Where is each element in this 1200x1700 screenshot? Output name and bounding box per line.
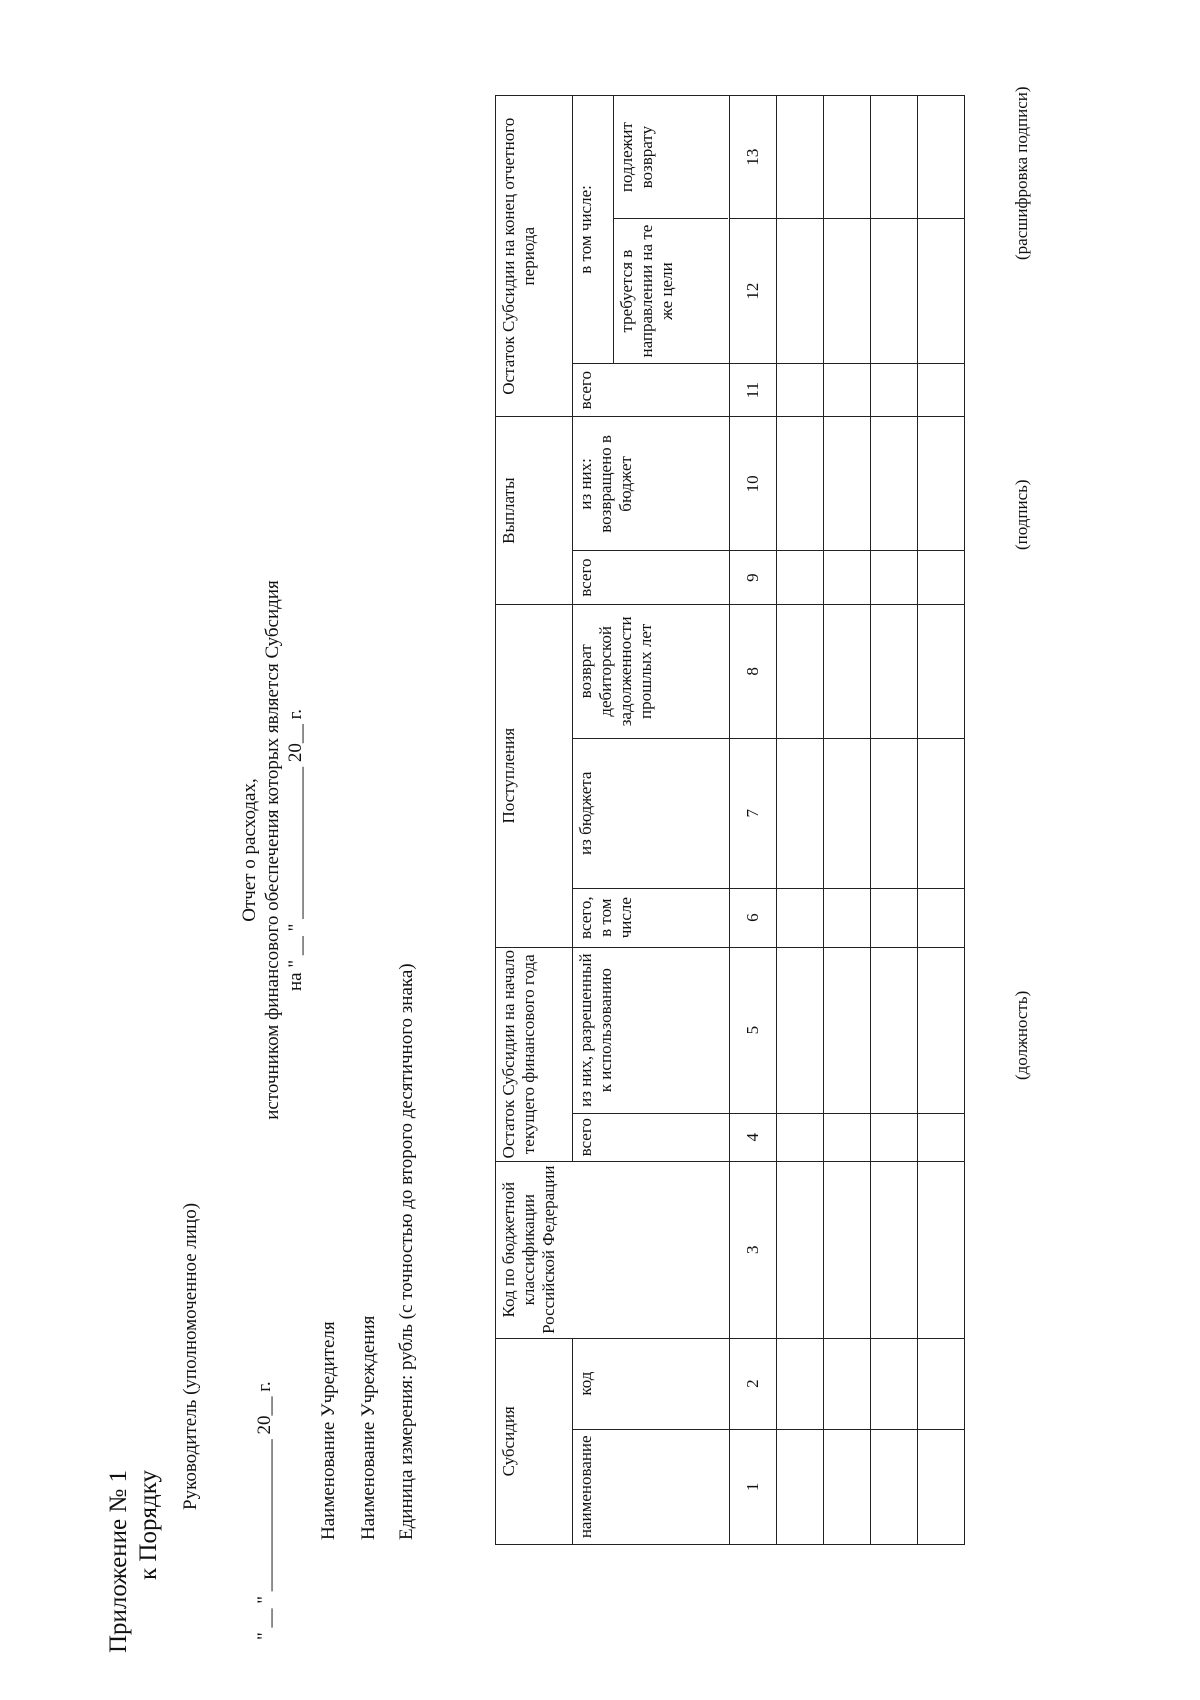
header-returned: из них: возвращено в бюджет <box>573 417 730 551</box>
empty-cell <box>918 219 965 364</box>
col-num-12: 12 <box>730 219 777 364</box>
header-receivable: возврат дебиторской задолженности прошлых лет <box>573 604 730 738</box>
institution-label: Наименование Учреждения <box>358 1315 379 1540</box>
empty-cell <box>918 1338 965 1429</box>
col-num-10: 10 <box>730 417 777 551</box>
col-num-1: 1 <box>730 1429 777 1544</box>
position-caption: (должность) <box>1012 990 1031 1080</box>
empty-cell <box>918 604 965 738</box>
empty-cell <box>824 738 871 888</box>
footer-date: " __ " ________________ 20__ г. <box>254 1381 275 1640</box>
empty-cell <box>777 604 824 738</box>
empty-cell <box>824 417 871 551</box>
empty-cell <box>871 96 918 219</box>
header-name: наименование <box>573 1429 730 1544</box>
header-payments-total: всего <box>573 551 730 605</box>
empty-cell <box>918 96 965 219</box>
header-balance-start: Остаток Субсидии на начало текущего финансового года <box>496 947 573 1161</box>
empty-cell <box>871 1429 918 1544</box>
header-row-1 <box>496 96 573 1545</box>
header-required: требуется в направлении на те же цели <box>614 219 729 363</box>
empty-row <box>777 96 824 1545</box>
empty-cell <box>871 1338 918 1429</box>
col-num-9: 9 <box>730 551 777 605</box>
empty-row <box>871 96 918 1545</box>
empty-cell <box>871 947 918 1113</box>
header-receipts-total: всего, в том числе <box>573 888 730 947</box>
signature-caption: (подпись) <box>1012 479 1031 550</box>
header-including: в том числе: <box>573 96 614 363</box>
header-receipts: Поступления <box>496 604 573 947</box>
empty-cell <box>777 219 824 364</box>
empty-cell <box>777 363 824 417</box>
empty-cell <box>777 738 824 888</box>
empty-row <box>918 96 965 1545</box>
col-num-6: 6 <box>730 888 777 947</box>
col-num-11: 11 <box>730 363 777 417</box>
title-date-line: на " __ " ________________ 20__ г. <box>285 709 306 992</box>
empty-cell <box>824 947 871 1113</box>
empty-cell <box>824 363 871 417</box>
header-balance-total: всего <box>573 1113 730 1161</box>
appendix-note <box>104 1470 164 1653</box>
empty-cell <box>824 551 871 605</box>
empty-cell <box>777 1113 824 1161</box>
empty-cell <box>918 947 965 1113</box>
empty-cell <box>871 1113 918 1161</box>
header-balance-end: Остаток Субсидии на конец отчетного периода <box>496 96 573 417</box>
empty-cell <box>824 1113 871 1161</box>
col-num-8: 8 <box>730 604 777 738</box>
header-from-budget: из бюджета <box>573 738 730 888</box>
signer-label: Руководитель (уполномоченное лицо) <box>180 1202 201 1510</box>
empty-cell <box>871 363 918 417</box>
empty-cell <box>777 551 824 605</box>
empty-cell <box>918 888 965 947</box>
empty-cell <box>824 96 871 219</box>
including-subtable <box>573 96 728 363</box>
title-line-1: Отчет о расходах, <box>239 778 260 922</box>
founder-label: Наименование Учредителя <box>318 1321 339 1540</box>
empty-cell <box>918 363 965 417</box>
empty-cell <box>777 1338 824 1429</box>
header-payments: Выплаты <box>496 417 573 604</box>
appendix-line-1: Приложение № 1 <box>105 1470 132 1654</box>
header-balance-allowed: из них, разрешенный к использованию <box>573 947 730 1113</box>
empty-cell <box>824 888 871 947</box>
transcript-caption: (расшифровка подписи) <box>1012 86 1031 260</box>
col-num-3: 3 <box>730 1161 777 1338</box>
header-code: код <box>573 1338 730 1429</box>
empty-cell <box>824 219 871 364</box>
empty-cell <box>871 551 918 605</box>
empty-row <box>824 96 871 1545</box>
empty-cell <box>918 417 965 551</box>
column-number-row <box>730 96 777 1545</box>
empty-cell <box>871 1161 918 1338</box>
empty-cell <box>824 1161 871 1338</box>
header-subsidy: Субсидия <box>496 1338 573 1544</box>
empty-cell <box>777 96 824 219</box>
header-including-group <box>573 96 730 364</box>
empty-cell <box>871 417 918 551</box>
title-line-2: источником финансового обеспечения которых является Субсидия <box>262 580 283 1120</box>
col-num-2: 2 <box>730 1338 777 1429</box>
empty-cell <box>777 1429 824 1544</box>
empty-cell <box>918 551 965 605</box>
appendix-line-2: к Порядку <box>135 1470 162 1580</box>
empty-cell <box>777 947 824 1113</box>
empty-cell <box>918 1113 965 1161</box>
empty-cell <box>871 604 918 738</box>
empty-cell <box>918 1429 965 1544</box>
col-num-7: 7 <box>730 738 777 888</box>
empty-cell <box>777 1161 824 1338</box>
empty-cell <box>824 1338 871 1429</box>
empty-cell <box>871 888 918 947</box>
empty-cell <box>918 738 965 888</box>
report-table <box>495 95 965 1545</box>
col-num-4: 4 <box>730 1113 777 1161</box>
col-num-13: 13 <box>730 96 777 219</box>
empty-cell <box>777 888 824 947</box>
header-to-return: подлежит возврату <box>617 122 656 193</box>
empty-cell <box>871 738 918 888</box>
empty-cell <box>871 219 918 364</box>
header-kbk: Код по бюджетной классификации Российской Федерации <box>496 1161 730 1338</box>
empty-cell <box>777 417 824 551</box>
col-num-5: 5 <box>730 947 777 1113</box>
unit-label: Единица измерения: рубль (с точностью до второго десятичного знака) <box>396 963 417 1540</box>
empty-cell <box>824 1429 871 1544</box>
header-end-total: всего <box>573 363 730 417</box>
empty-cell <box>918 1161 965 1338</box>
empty-cell <box>824 604 871 738</box>
